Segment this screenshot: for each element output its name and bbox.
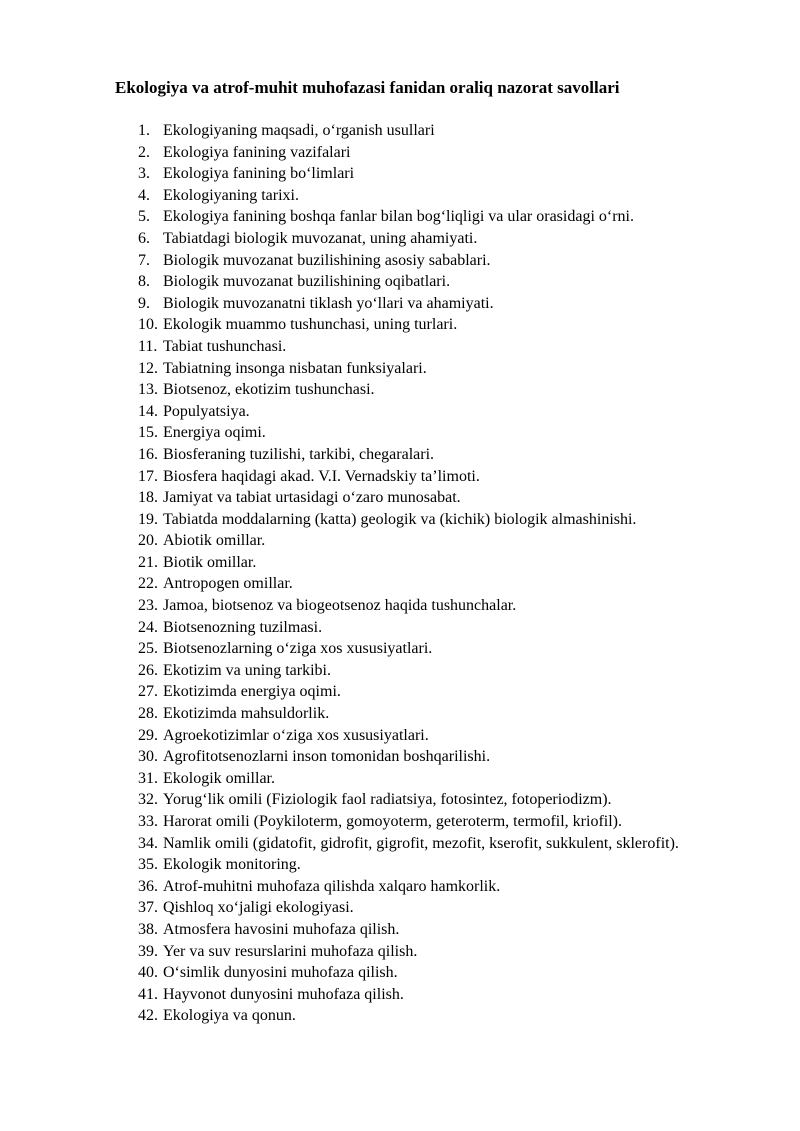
question-item <box>138 725 742 747</box>
question-item <box>138 358 742 380</box>
question-number: 39. <box>138 942 158 960</box>
question-item <box>138 789 742 811</box>
question-number: 30. <box>138 748 158 766</box>
question-item <box>138 595 742 617</box>
question-text: Agroekotizimlar o‘ziga xos xususiyatlari. <box>163 726 429 744</box>
question-item <box>138 444 742 466</box>
question-text: Jamiyat va tabiat urtasidagi o‘zaro munosabat. <box>163 489 461 507</box>
question-text: Ekotizimda energiya oqimi. <box>163 683 341 701</box>
question-item <box>138 228 742 250</box>
question-text: Ekologik monitoring. <box>163 856 301 874</box>
question-number: 35. <box>138 856 158 874</box>
question-text: Harorat omili (Poykiloterm, gomoyoterm, geteroterm, termofil, kriofil). <box>163 813 622 830</box>
question-item <box>138 271 742 293</box>
question-text: Tabiatdagi biologik muvozanat, uning ahamiyati. <box>163 229 478 247</box>
question-text: Biosferaning tuzilishi, tarkibi, chegaralari. <box>163 445 435 463</box>
question-number: 41. <box>138 985 158 1003</box>
question-text: Biologik muvozanat buzilishining oqibatlari. <box>163 273 451 291</box>
question-number: 31. <box>138 769 158 787</box>
question-number: 38. <box>138 920 158 938</box>
question-item <box>138 250 742 272</box>
question-text: Abiotik omillar. <box>163 532 266 550</box>
question-text: Tabiat tushunchasi. <box>163 337 287 355</box>
question-item <box>138 984 742 1006</box>
question-number: 2. <box>138 143 150 161</box>
question-text: Ekologiya fanining vazifalari <box>163 143 351 161</box>
question-number: 21. <box>138 553 158 571</box>
question-text: Tabiatning insonga nisbatan funksiyalari. <box>163 359 427 377</box>
question-text: Biotsenozlarning o‘ziga xos xususiyatlari. <box>163 640 433 658</box>
document-title: Ekologiya va atrof-muhit muhofazasi fanidan oraliq nazorat savollari <box>115 78 620 97</box>
question-number: 15. <box>138 424 158 442</box>
question-item <box>138 314 742 336</box>
question-number: 10. <box>138 316 158 334</box>
question-item <box>138 206 742 228</box>
question-item <box>138 509 742 531</box>
question-number: 26. <box>138 661 158 679</box>
question-number: 33. <box>138 813 158 830</box>
question-item <box>138 833 742 855</box>
question-item <box>138 573 742 595</box>
question-text: Agrofitotsenozlarni inson tomonidan boshqarilishi. <box>163 748 491 766</box>
question-number: 24. <box>138 618 158 636</box>
question-text: Biologik muvozanatni tiklash yo‘llari va ahamiyati. <box>163 294 494 312</box>
question-number: 7. <box>138 251 150 269</box>
question-text: Atrof-muhitni muhofaza qilishda xalqaro hamkorlik. <box>163 877 501 895</box>
question-text: Ekologiyaning maqsadi, o‘rganish usullari <box>163 122 435 139</box>
question-item <box>138 120 742 142</box>
question-item <box>138 681 742 703</box>
question-item <box>138 617 742 639</box>
question-item <box>138 142 742 164</box>
question-item <box>138 1005 742 1027</box>
question-number: 34. <box>138 834 158 852</box>
question-number: 6. <box>138 229 150 247</box>
question-number: 9. <box>138 294 150 312</box>
question-item <box>138 466 742 488</box>
question-text: Yer va suv resurslarini muhofaza qilish. <box>163 942 418 960</box>
question-item <box>138 811 742 833</box>
question-list <box>138 120 742 1027</box>
question-number: 8. <box>138 273 150 291</box>
question-text: Yorug‘lik omili (Fiziologik faol radiatsiya, fotosintez, fotoperiodizm). <box>163 791 612 809</box>
question-text: Ekotizimda mahsuldorlik. <box>163 705 330 723</box>
question-text: Ekologiya fanining bo‘limlari <box>163 165 355 183</box>
question-item <box>138 746 742 768</box>
question-number: 29. <box>138 726 158 744</box>
question-number: 25. <box>138 640 158 658</box>
question-text: Ekologiya va qonun. <box>163 1007 296 1025</box>
question-item <box>138 552 742 574</box>
question-item <box>138 876 742 898</box>
question-number: 12. <box>138 359 158 377</box>
question-text: Biotsenozning tuzilmasi. <box>163 618 323 636</box>
question-item <box>138 962 742 984</box>
question-text: Biosfera haqidagi akad. V.I. Vernadskiy ta’limoti. <box>163 467 480 485</box>
question-item <box>138 768 742 790</box>
question-number: 14. <box>138 402 158 420</box>
question-number: 11. <box>138 337 158 355</box>
question-text: Ekologik muammo tushunchasi, uning turlari. <box>163 316 458 334</box>
question-number: 3. <box>138 165 150 183</box>
question-number: 40. <box>138 964 158 982</box>
question-text: Biologik muvozanat buzilishining asosiy sabablari. <box>163 251 491 269</box>
question-text: Energiya oqimi. <box>163 424 266 442</box>
question-number: 5. <box>138 208 150 226</box>
question-number: 4. <box>138 186 150 204</box>
question-text: Namlik omili (gidatofit, gidrofit, gigrofit, mezofit, kserofit, sukkulent, sklerofit). <box>163 834 679 852</box>
question-number: 22. <box>138 575 158 593</box>
question-item <box>138 897 742 919</box>
question-item <box>138 919 742 941</box>
question-item <box>138 163 742 185</box>
question-text: Hayvonot dunyosini muhofaza qilish. <box>163 985 404 1003</box>
question-item <box>138 854 742 876</box>
question-item <box>138 293 742 315</box>
question-text: Ekotizim va uning tarkibi. <box>163 661 331 679</box>
question-text: Tabiatda moddalarning (katta) geologik va (kichik) biologik almashinishi. <box>163 510 637 528</box>
question-number: 20. <box>138 532 158 550</box>
question-item <box>138 185 742 207</box>
question-item <box>138 638 742 660</box>
question-number: 18. <box>138 489 158 507</box>
question-number: 13. <box>138 381 158 399</box>
question-text: Jamoa, biotsenoz va biogeotsenoz haqida tushunchalar. <box>163 597 517 615</box>
question-number: 37. <box>138 899 158 917</box>
question-text: Populyatsiya. <box>163 402 250 420</box>
question-text: Atmosfera havosini muhofaza qilish. <box>163 920 400 938</box>
question-number: 36. <box>138 877 158 895</box>
question-item <box>138 941 742 963</box>
question-text: Biotik omillar. <box>163 553 257 571</box>
question-number: 19. <box>138 510 158 528</box>
question-text: Qishloq xo‘jaligi ekologiyasi. <box>163 899 354 917</box>
question-number: 23. <box>138 597 158 615</box>
question-text: Ekologiya fanining boshqa fanlar bilan bog‘liqligi va ular orasidagi o‘rni. <box>163 208 634 226</box>
question-number: 16. <box>138 445 158 463</box>
question-number: 17. <box>138 467 158 485</box>
question-number: 27. <box>138 683 158 701</box>
question-text: Ekologik omillar. <box>163 769 275 787</box>
question-item <box>138 703 742 725</box>
question-number: 32. <box>138 791 158 809</box>
question-number: 1. <box>138 122 150 139</box>
question-item <box>138 487 742 509</box>
question-item <box>138 530 742 552</box>
question-text: Ekologiyaning tarixi. <box>163 186 299 204</box>
question-item <box>138 422 742 444</box>
question-number: 28. <box>138 705 158 723</box>
question-item <box>138 660 742 682</box>
question-text: O‘simlik dunyosini muhofaza qilish. <box>163 964 398 982</box>
question-number: 42. <box>138 1007 158 1025</box>
question-item <box>138 336 742 358</box>
question-item <box>138 401 742 423</box>
question-text: Biotsenoz, ekotizim tushunchasi. <box>163 381 375 399</box>
question-item <box>138 379 742 401</box>
question-text: Antropogen omillar. <box>163 575 293 593</box>
